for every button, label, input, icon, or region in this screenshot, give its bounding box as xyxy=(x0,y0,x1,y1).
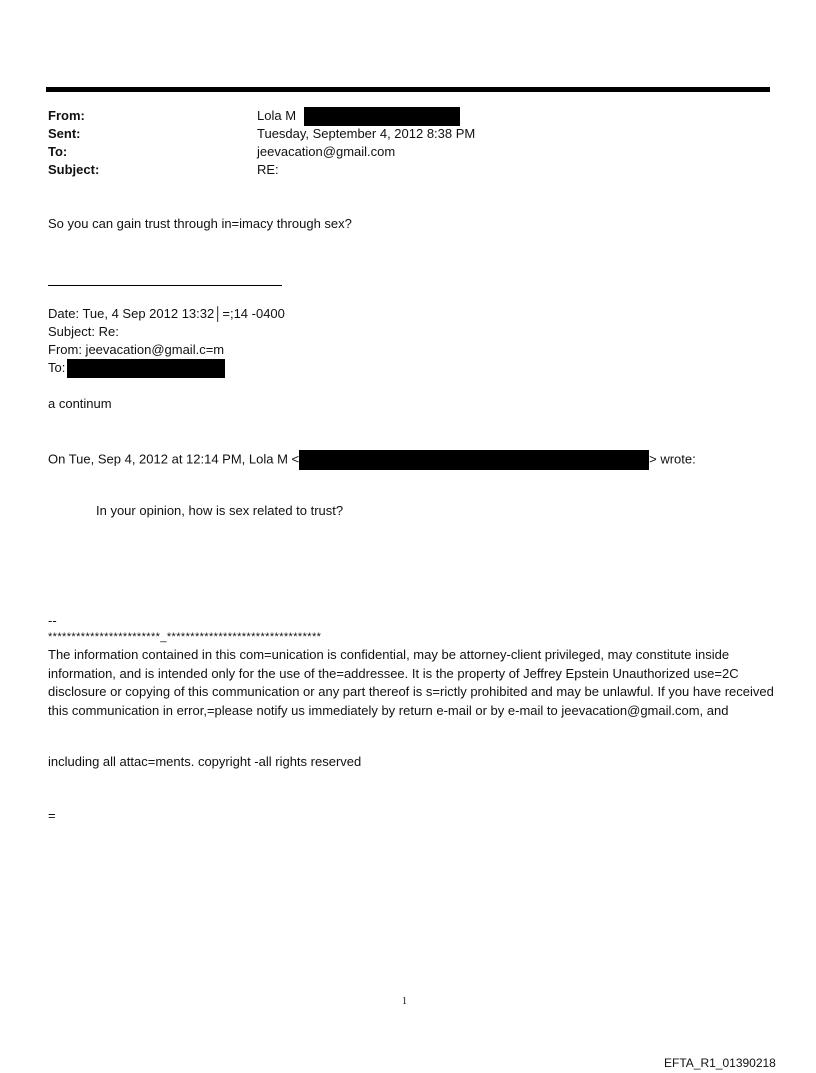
quoted-attribution xyxy=(48,450,696,470)
to-label: To: xyxy=(48,144,68,159)
sent-value: Tuesday, September 4, 2012 8:38 PM xyxy=(257,126,476,141)
sig-dashes: -- xyxy=(48,613,57,628)
quoted-subject: Subject: Re: xyxy=(48,324,119,339)
sent-label: Sent: xyxy=(48,126,81,141)
redaction-to xyxy=(67,359,225,378)
attribution-prefix: On Tue, Sep 4, 2012 at 12:14 PM, Lola M < xyxy=(48,451,300,467)
to-value: jeevacation@gmail.com xyxy=(257,144,396,159)
message-body: So you can gain trust through in=imacy through sex? xyxy=(48,216,352,231)
redaction-email xyxy=(299,450,649,470)
disclaimer-attachments: including all attac=ments. copyright -all rights reserved xyxy=(48,754,362,769)
sig-stars: ************************_********************************* xyxy=(48,631,322,643)
header-rule xyxy=(46,87,770,92)
subject-label: Subject: xyxy=(48,162,100,177)
quoted-date: Date: Tue, 4 Sep 2012 13:32│=;14 -0400 xyxy=(48,306,285,321)
quoted-original: In your opinion, how is sex related to trust? xyxy=(96,503,344,518)
quoted-reply: a continum xyxy=(48,396,112,411)
redaction-from xyxy=(304,107,460,126)
from-value xyxy=(257,107,460,126)
from-label: From: xyxy=(48,108,85,123)
quoted-to xyxy=(48,359,225,378)
disclaimer-text: The information contained in this com=unication is confidential, may be attorney-client privileged, may constitute inside information, and is intended only for the use of the=addressee. It is the property of Jeffrey Epstein Unauthorized use=2C disclosure or copying of this communication or any part thereof is s=rictly prohibited and may be unlawful. If you have received this communication in error,=please notify us immediately by return e-mail or by e-mail to jeevacation@gmail.com, and xyxy=(48,647,774,718)
page-number: 1 xyxy=(402,996,407,1007)
subject-value: RE: xyxy=(257,162,279,177)
quoted-to-label: To: xyxy=(48,360,66,375)
document-id: EFTA_R1_01390218 xyxy=(664,1056,776,1070)
quoted-from: From: jeevacation@gmail.c=m xyxy=(48,342,225,357)
trailing-equals: = xyxy=(48,808,56,823)
attribution-suffix: > wrote: xyxy=(649,451,696,467)
from-name: Lola M xyxy=(257,108,297,123)
quote-separator xyxy=(48,285,282,286)
